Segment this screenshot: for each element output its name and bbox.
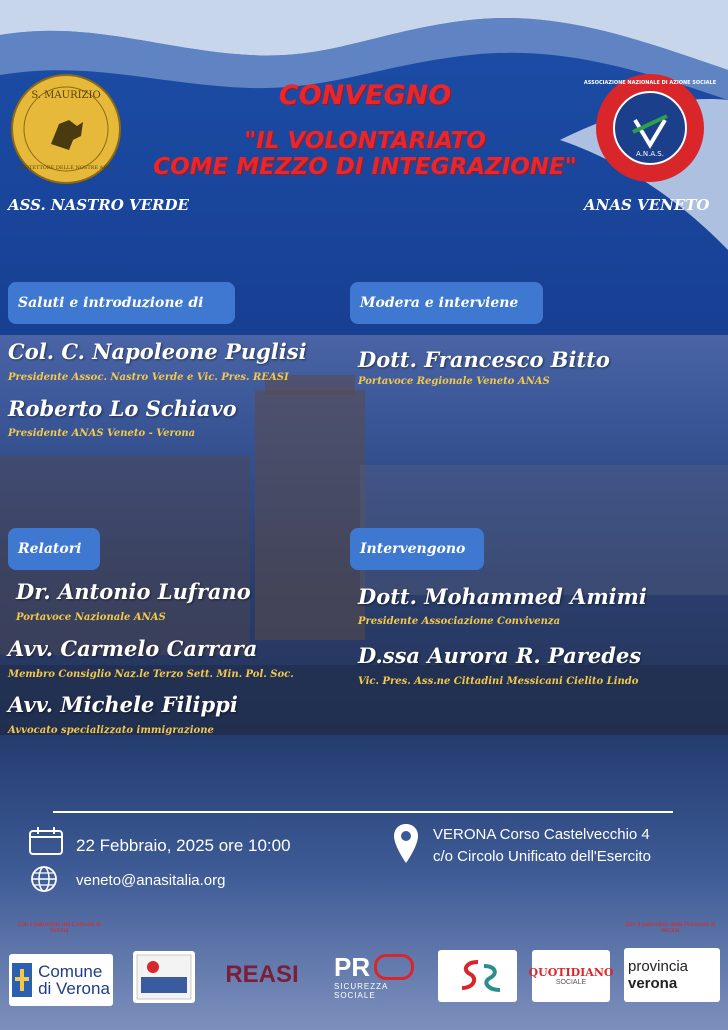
event-subtitle-1: "IL VOLONTARIATO	[244, 128, 486, 154]
anas-badge	[583, 70, 717, 186]
event-title: CONVEGNO	[278, 80, 452, 111]
pr-sub: SICUREZZA SOCIALE	[334, 982, 388, 1000]
participant-name-2: D.ssa Aurora R. Paredes	[358, 643, 642, 668]
greeting-role-1: Presidente Assoc. Nastro Verde e Vic. Pres. REASI	[8, 372, 289, 383]
participant-role-2: Vic. Pres. Ass.ne Cittadini Messicani Cielito Lindo	[358, 676, 639, 687]
san-maurizio-badge	[11, 74, 121, 184]
location-line-2: c/o Circolo Unificato dell'Esercito	[433, 848, 651, 865]
sz-mark-icon	[448, 956, 508, 996]
anas-initials: A.N.A.S.	[636, 150, 664, 158]
provincia-line2: verona	[628, 975, 678, 992]
speaker-name-2: Avv. Carmelo Carrara	[8, 636, 258, 661]
greeting-name-2: Roberto Lo Schiavo	[8, 396, 237, 421]
moderator-role: Portavoce Regionale Veneto ANAS	[358, 376, 550, 387]
anas-ring-text: ASSOCIAZIONE NAZIONALE DI AZIONE SOCIALE	[583, 80, 717, 86]
badge-bottom-text: PROTETTORE DELLE NOSTRE ARMI	[17, 165, 115, 171]
greeting-name-1: Col. C. Napoleone Puglisi	[8, 339, 307, 364]
patronage-provincia-note: Con il patrocinio della Provincia di Verona	[624, 922, 716, 934]
speaker-role-2: Membro Consiglio Naz.le Terzo Sett. Min. Pol. Soc.	[8, 669, 294, 680]
speakers-label: Relatori	[8, 528, 100, 570]
sz-logo	[438, 950, 517, 1002]
speaker-role-1: Portavoce Nazionale ANAS	[16, 612, 166, 623]
pr-sicurezza-logo	[334, 952, 426, 1002]
quotidiano-sociale-logo	[528, 950, 614, 1002]
participant-role-1: Presidente Associazione Convivenza	[358, 616, 561, 627]
quotidiano-text: QUOTIDIANO	[528, 966, 614, 979]
globe-icon	[30, 865, 58, 893]
greetings-label: Saluti e introduzione di	[8, 282, 235, 324]
location-pin-icon	[393, 823, 419, 865]
moderator-label: Modera e interviene	[350, 282, 543, 324]
quotidiano-sub: SOCIALE	[555, 979, 587, 986]
nastro-verde-card-logo	[133, 951, 195, 1003]
pr-text: PR	[334, 952, 371, 982]
nastro-verde-card-icon	[135, 953, 193, 1001]
participant-name-1: Dott. Mohammed Amimi	[358, 584, 647, 609]
speaker-name-3: Avv. Michele Filippi	[8, 692, 238, 717]
provincia-verona-logo	[624, 948, 720, 1002]
left-org-name: ASS. NASTRO VERDE	[8, 196, 189, 214]
event-date: 22 Febbraio, 2025 ore 10:00	[76, 836, 291, 855]
event-email[interactable]: veneto@anasitalia.org	[76, 872, 226, 889]
comune-verona-logo	[9, 954, 113, 1006]
reasi-logo	[222, 946, 302, 1004]
event-subtitle-2: COME MEZZO DI INTEGRAZIONE"	[153, 154, 577, 180]
pr-ss-mark-icon	[374, 954, 414, 980]
right-org-name: ANAS VENETO	[584, 196, 710, 214]
greeting-role-2: Presidente ANAS Veneto - Verona	[8, 428, 196, 439]
speaker-name-1: Dr. Antonio Lufrano	[16, 579, 251, 604]
comune-line2: di Verona	[38, 979, 110, 998]
reasi-text: REASI	[225, 961, 299, 988]
moderator-name: Dott. Francesco Bitto	[358, 347, 610, 372]
speaker-role-3: Avvocato specializzato immigrazione	[8, 725, 214, 736]
participants-label: Intervengono	[350, 528, 484, 570]
location-line-1: VERONA Corso Castelvecchio 4	[433, 826, 650, 843]
patronage-comune-note: Con il patrocinio del Comune di Verona	[17, 922, 101, 934]
comune-crest-icon	[12, 963, 32, 997]
divider-line	[53, 811, 673, 813]
comune-line1: Comune	[38, 962, 103, 981]
badge-top-text: S. MAURIZIO	[31, 90, 101, 101]
calendar-icon	[28, 826, 64, 856]
provincia-line1: provincia	[628, 958, 689, 975]
